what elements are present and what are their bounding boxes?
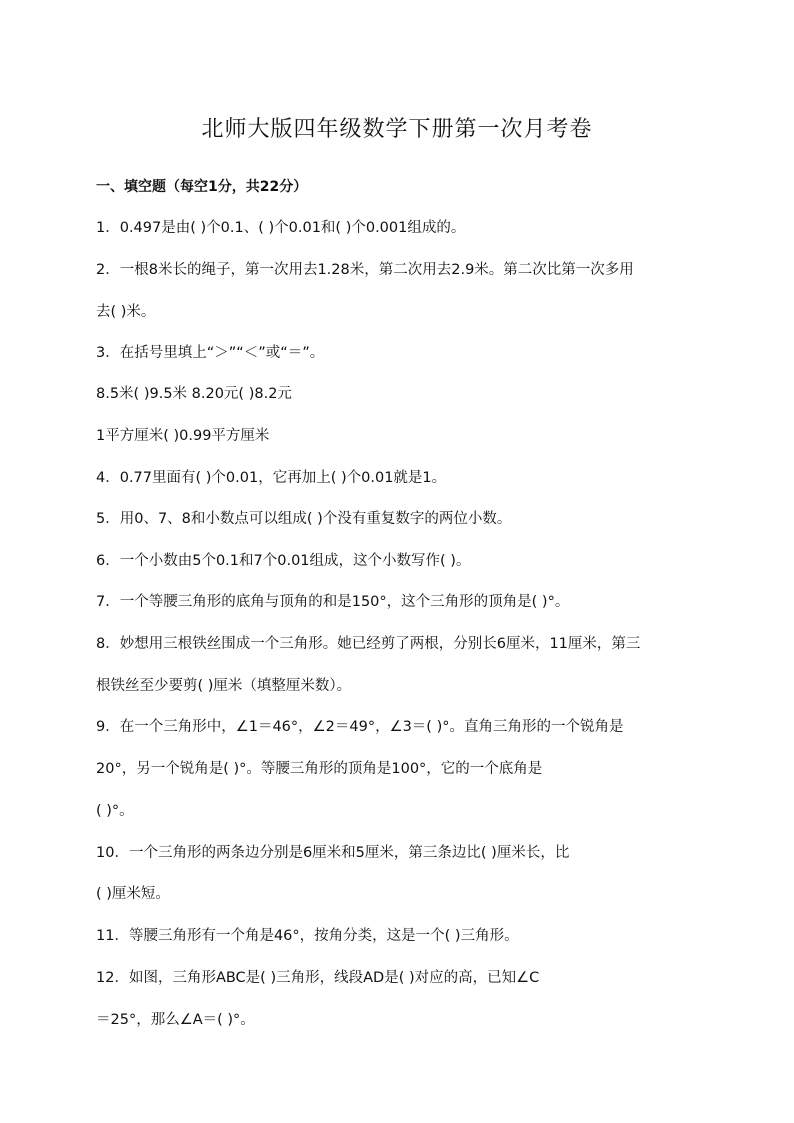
question-10-line-1: 10．一个三角形的两条边分别是6厘米和5厘米，第三条边比( )厘米长，比 (96, 845, 570, 861)
exam-title: 北师大版四年级数学下册第一次月考卷 (201, 117, 593, 142)
question-2-line-2: 去( )米。 (96, 304, 156, 320)
question-12-line-2: ＝25°，那么∠A＝( )°。 (96, 1012, 255, 1028)
question-3-compare-row-1: 8.5米( )9.5米 8.20元( )8.2元 (96, 386, 292, 402)
question-10-line-2: ( )厘米短。 (96, 886, 170, 902)
question-4: 4．0.77里面有( )个0.01，它再加上( )个0.01就是1。 (96, 470, 447, 486)
question-3: 3．在括号里填上“＞”“＜”或“＝”。 (96, 345, 325, 361)
question-3-compare-row-2: 1平方厘米( )0.99平方厘米 (96, 428, 270, 444)
question-11: 11．等腰三角形有一个角是46°，按角分类，这是一个( )三角形。 (96, 928, 519, 944)
question-2-line-1: 2．一根8米长的绳子，第一次用去1.28米，第二次用去2.9米。第二次比第一次多用 (96, 262, 634, 278)
question-9-line-3: ( )°。 (96, 803, 134, 819)
question-1: 1．0.497是由( )个0.1、( )个0.01和( )个0.001组成的。 (96, 220, 466, 236)
question-12-line-1: 12．如图，三角形ABC是( )三角形，线段AD是( )对应的高，已知∠C (96, 970, 540, 986)
question-9-line-1: 9．在一个三角形中，∠1＝46°，∠2＝49°，∠3＝( )°。直角三角形的一个锐角是 (96, 719, 624, 735)
question-9-line-2: 20°，另一个锐角是( )°。等腰三角形的顶角是100°，它的一个底角是 (96, 761, 543, 777)
question-8-line-1: 8．妙想用三根铁丝围成一个三角形。她已经剪了两根，分别长6厘米，11厘米，第三 (96, 636, 641, 652)
section-heading-fill-in: 一、填空题（每空1分，共22分） (96, 179, 308, 195)
question-6: 6．一个小数由5个0.1和7个0.01组成，这个小数写作( )。 (96, 553, 471, 569)
question-8-line-2: 根铁丝至少要剪( )厘米（填整厘米数）。 (96, 678, 352, 694)
question-5: 5．用0、7、8和小数点可以组成( )个没有重复数字的两位小数。 (96, 511, 512, 527)
question-7: 7．一个等腰三角形的底角与顶角的和是150°，这个三角形的顶角是( )°。 (96, 594, 570, 610)
